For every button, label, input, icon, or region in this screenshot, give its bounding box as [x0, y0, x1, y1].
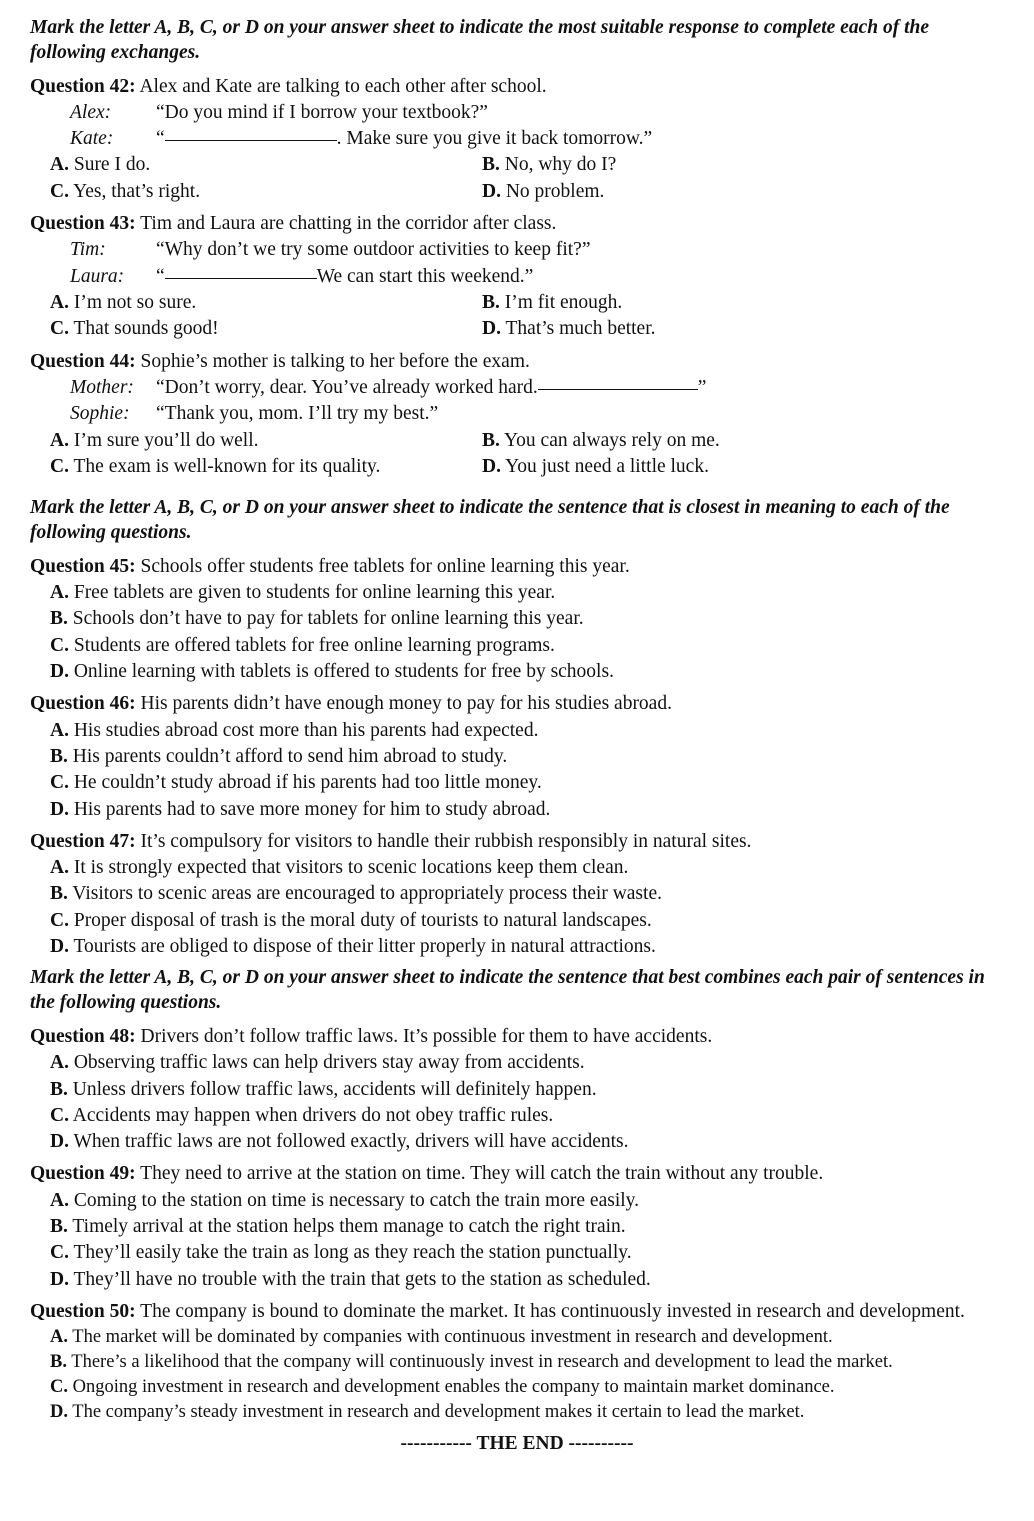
- option-b: B. No, why do I?: [482, 154, 617, 176]
- question-text: It’s compulsory for visitors to handle their rubbish responsibly in natural sites.: [140, 830, 752, 852]
- end-footer: ----------- THE END ----------: [400, 1433, 634, 1455]
- dialogue-line: [70, 401, 1004, 427]
- question-text: Alex and Kate are talking to each other after school.: [139, 75, 547, 97]
- question-43: [30, 211, 1004, 343]
- question-label: Question 50:: [30, 1301, 136, 1322]
- dialogue-line: [70, 264, 1004, 290]
- options: [50, 855, 1004, 960]
- option-b: B. His parents couldn’t afford to send him abroad to study.: [50, 745, 508, 767]
- utterance-rest: ”: [697, 376, 707, 398]
- speaker: Alex:: [70, 101, 112, 123]
- option-d: D. When traffic laws are not followed exactly, drivers will have accidents.: [50, 1131, 629, 1153]
- question-46: [30, 691, 1004, 823]
- option-b: B. Visitors to scenic areas are encouraged to appropriately process their waste.: [50, 883, 662, 905]
- options: [50, 718, 1004, 823]
- speaker: Mother:: [70, 376, 134, 398]
- utterance-open: “: [156, 265, 165, 287]
- option-c: C. Yes, that’s right.: [50, 180, 201, 202]
- question-label: Question 45:: [30, 555, 136, 577]
- question-text: Schools offer students free tablets for online learning this year.: [140, 555, 630, 577]
- utterance-open: “Don’t worry, dear. You’ve already worked hard.: [156, 376, 538, 398]
- question-label: Question 48:: [30, 1025, 136, 1047]
- option-c: C. Ongoing investment in research and development enables the company to maintain market dominance.: [50, 1377, 835, 1398]
- options: [50, 1188, 1004, 1293]
- options: [50, 580, 1004, 685]
- options: [50, 1325, 1004, 1425]
- option-c: C. Students are offered tablets for free online learning programs.: [50, 634, 555, 656]
- option-d: D. His parents had to save more money for him to study abroad.: [50, 798, 551, 820]
- option-a: A. Sure I do.: [50, 154, 151, 176]
- speaker: Kate:: [70, 128, 114, 150]
- options: [50, 290, 1004, 343]
- question-42: [30, 74, 1004, 206]
- speaker: Sophie:: [70, 403, 130, 425]
- option-a: A. It is strongly expected that visitors to scenic locations keep them clean.: [50, 857, 629, 879]
- question-text: The company is bound to dominate the market. It has continuously invested in research and development.: [140, 1301, 965, 1322]
- option-a: A. I’m not so sure.: [50, 292, 197, 313]
- option-c: C. Proper disposal of trash is the moral duty of tourists to natural landscapes.: [50, 909, 652, 931]
- utterance-rest: We can start this weekend.”: [316, 265, 534, 287]
- answer-blank: [165, 264, 317, 279]
- utterance-open: “: [156, 128, 165, 150]
- option-c: C. The exam is well-known for its quality.: [50, 455, 381, 477]
- option-b: B. I’m fit enough.: [482, 292, 623, 313]
- option-c: C. He couldn’t study abroad if his parents had too little money.: [50, 772, 542, 794]
- dialogue-line: [70, 100, 1004, 126]
- option-b: B. Schools don’t have to pay for tablets for online learning this year.: [50, 608, 584, 630]
- option-b: B. There’s a likelihood that the company will continuously invest in research and development to lead the market.: [50, 1352, 893, 1373]
- speaker: Laura:: [70, 265, 125, 287]
- option-d: D. Online learning with tablets is offered to students for free by schools.: [50, 660, 614, 682]
- dialogue-line: [70, 126, 1004, 152]
- question-48: [30, 1024, 1004, 1156]
- question-label: Question 42:: [30, 75, 136, 97]
- option-c: C. They’ll easily take the train as long as they reach the station punctually.: [50, 1242, 632, 1264]
- question-label: Question 47:: [30, 830, 136, 852]
- option-d: D. Tourists are obliged to dispose of their litter properly in natural attractions.: [50, 936, 656, 958]
- option-a: A. I’m sure you’ll do well.: [50, 429, 259, 451]
- question-45: [30, 554, 1004, 686]
- option-a: A. Free tablets are given to students for online learning this year.: [50, 582, 556, 603]
- question-text: Sophie’s mother is talking to her before the exam.: [140, 350, 530, 372]
- speaker: Tim:: [70, 239, 106, 261]
- question-text: Drivers don’t follow traffic laws. It’s possible for them to have accidents.: [140, 1025, 713, 1047]
- question-label: Question 43:: [30, 213, 136, 235]
- section-instruction: Mark the letter A, B, C, or D on your answer sheet to indicate the sentence that best combines each pair of sentences in the following questions.: [30, 967, 985, 1014]
- question-47: [30, 829, 1004, 961]
- answer-blank: [165, 126, 337, 141]
- question-label: Question 44:: [30, 350, 136, 372]
- utterance: “Do you mind if I borrow your textbook?”: [156, 101, 488, 123]
- options: [50, 152, 1004, 205]
- section-instruction: Mark the letter A, B, C, or D on your answer sheet to indicate the sentence that is closest in meaning to each of the following questions.: [30, 497, 950, 543]
- answer-blank: [538, 375, 698, 390]
- option-d: D. That’s much better.: [482, 318, 656, 340]
- question-label: Question 46:: [30, 693, 136, 715]
- option-d: D. No problem.: [482, 180, 605, 202]
- option-c: C. That sounds good!: [50, 318, 219, 340]
- option-b: B. Timely arrival at the station helps them manage to catch the right train.: [50, 1216, 626, 1238]
- question-text: Tim and Laura are chatting in the corridor after class.: [140, 213, 557, 235]
- option-a: A. Coming to the station on time is necessary to catch the train more easily.: [50, 1189, 640, 1211]
- option-a: A. His studies abroad cost more than his parents had expected.: [50, 719, 539, 741]
- dialogue-line: [70, 237, 1004, 263]
- utterance: “Why don’t we try some outdoor activities to keep fit?”: [156, 239, 591, 261]
- option-a: A. The market will be dominated by companies with continuous investment in research and development.: [50, 1327, 833, 1348]
- dialogue-line: [70, 375, 1004, 401]
- question-text: His parents didn’t have enough money to pay for his studies abroad.: [140, 693, 672, 715]
- option-d: D. You just need a little luck.: [482, 455, 709, 477]
- option-b: B. You can always rely on me.: [482, 429, 720, 451]
- option-b: B. Unless drivers follow traffic laws, accidents will definitely happen.: [50, 1078, 597, 1100]
- utterance: “Thank you, mom. I’ll try my best.”: [156, 403, 439, 425]
- options: [50, 428, 1004, 481]
- option-d: D. The company’s steady investment in research and development makes it certain to lead the market.: [50, 1402, 805, 1423]
- option-c: C. Accidents may happen when drivers do not obey traffic rules.: [50, 1104, 554, 1126]
- question-label: Question 49:: [30, 1163, 136, 1185]
- option-d: D. They’ll have no trouble with the train that gets to the station as scheduled.: [50, 1268, 651, 1290]
- question-50: [30, 1299, 1004, 1425]
- question-44: [30, 349, 1004, 481]
- option-a: A. Observing traffic laws can help drivers stay away from accidents.: [50, 1052, 585, 1074]
- question-text: They need to arrive at the station on time. They will catch the train without any trouble.: [140, 1163, 824, 1185]
- utterance-rest: . Make sure you give it back tomorrow.”: [336, 128, 653, 150]
- section-instruction: Mark the letter A, B, C, or D on your answer sheet to indicate the most suitable response to complete each of the following exchanges.: [30, 17, 929, 63]
- options: [50, 1050, 1004, 1155]
- question-49: [30, 1161, 1004, 1293]
